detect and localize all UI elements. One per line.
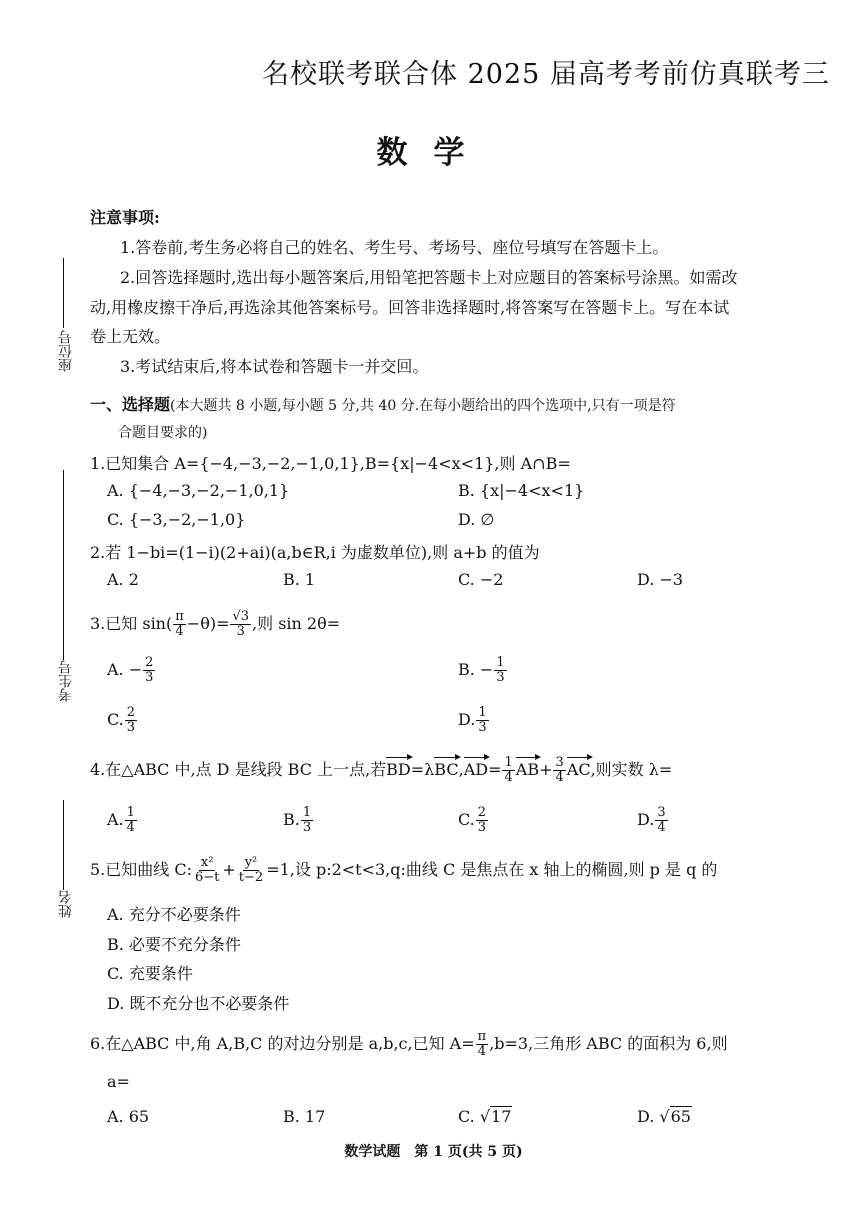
frac-den: 4 (175, 624, 184, 639)
vector-bc: BC (434, 760, 459, 779)
name-line (63, 800, 64, 890)
q4-option-a (107, 806, 138, 835)
q4-stem (90, 756, 672, 785)
option-label: C. (458, 810, 475, 829)
option-label: A. (107, 810, 124, 829)
q5-text: 5.已知曲线 C: (90, 860, 192, 879)
frac-den: 4 (126, 820, 135, 835)
q3-text: ,则 sin 2θ= (252, 614, 341, 633)
option-label: C. √ (458, 1107, 491, 1126)
q6-stem (90, 1030, 728, 1059)
frac-num: π (477, 1029, 487, 1044)
option-label: D. √ (637, 1107, 670, 1126)
q2-option-d: D. −3 (637, 570, 684, 589)
page-footer: 数学试题 第 1 页(共 5 页) (344, 1144, 523, 1160)
q1-option-c: C. {−3,−2,−1,0} (107, 510, 246, 529)
q3-option-a (107, 656, 156, 685)
frac-den: 3 (145, 670, 154, 685)
seat-label: 座位号 (58, 330, 74, 372)
q1-option-d: D. ∅ (458, 510, 495, 529)
seat-line (63, 258, 64, 328)
option-label: B. − (458, 660, 494, 679)
frac-den: 3 (477, 820, 487, 835)
section-title: 一、选择题 (90, 395, 171, 414)
frac-den: 3 (236, 624, 245, 639)
sqrt-value: 65 (670, 1107, 691, 1126)
vector-ac: AC (566, 760, 591, 779)
q3-text: 3.已知 sin( (90, 614, 173, 633)
option-label: D. (637, 810, 655, 829)
frac-num: 3 (657, 805, 666, 820)
notice-item: 动,用橡皮擦干净后,再选涂其他答案标号。回答非选择题时,将答案写在答题卡上。写在本试 (90, 298, 730, 317)
option-label: A. − (107, 660, 143, 679)
frac-num: √3 (232, 609, 250, 624)
q4-option-b (283, 806, 314, 835)
sqrt-value: 17 (491, 1107, 512, 1126)
frac-num: 1 (126, 805, 135, 820)
section-heading (90, 392, 676, 415)
vector-bd: BD (386, 760, 411, 779)
frac-num: 1 (504, 755, 513, 770)
frac-den: 3 (302, 820, 312, 835)
frac-num: 1 (478, 705, 487, 720)
exam-no-line (63, 470, 64, 660)
q2-option-c: C. −2 (458, 570, 504, 589)
frac-num: 2 (145, 655, 154, 670)
frac-num: 2 (477, 805, 487, 820)
option-label: B. (283, 810, 300, 829)
frac-den: 4 (504, 770, 513, 785)
exam-no-label: 考生号 (58, 660, 74, 702)
frac-num: 1 (496, 655, 505, 670)
frac-den: 4 (555, 770, 564, 785)
q2-option-a: A. 2 (107, 570, 139, 589)
q1-option-b: B. {x|−4<x<1} (458, 481, 585, 500)
frac-den: t−2 (238, 870, 264, 885)
q5-text: + (222, 860, 236, 879)
frac-num: 1 (302, 805, 312, 820)
notice-item: 2.回答选择题时,选出每小题答案后,用铅笔把答题卡上对应题目的答案标号涂黑。如需改 (120, 268, 738, 287)
q5-text: =1,设 p:2<t<3,q:曲线 C 是焦点在 x 轴上的椭圆,则 p 是 q 的 (266, 860, 718, 879)
frac-den: 3 (126, 720, 136, 735)
q4-text: + (539, 760, 553, 779)
exam-title: 名校联考联合体 2025 届高考考前仿真联考三 (262, 59, 830, 90)
section-desc-2: 合题目要求的) (118, 425, 208, 441)
name-label: 姓名 (58, 890, 74, 918)
q6-option-b: B. 17 (283, 1107, 326, 1126)
q4-text: ,则实数 λ= (590, 760, 673, 779)
q2-option-b: B. 1 (283, 570, 316, 589)
q4-option-d (637, 806, 669, 835)
vector-ab: AB (515, 760, 540, 779)
q3-option-b (458, 656, 508, 685)
q6-stem-line2: a= (107, 1072, 130, 1091)
q3-frac-pi4 (173, 610, 186, 639)
frac-num: x² (200, 855, 214, 870)
q4-option-c (458, 806, 489, 835)
q3-stem (90, 610, 340, 639)
frac-den: 6−t (195, 870, 220, 885)
vector-ad: AD (463, 760, 489, 779)
q6-option-a: A. 65 (107, 1107, 150, 1126)
q5-option-b: B. 必要不充分条件 (107, 935, 241, 954)
frac-den: 4 (477, 1044, 487, 1059)
subject-title: 数学 (376, 135, 491, 171)
frac-den: 3 (478, 720, 487, 735)
frac-num: 3 (555, 755, 564, 770)
frac-den: 4 (657, 820, 666, 835)
q6-text: 6.在△ABC 中,角 A,B,C 的对边分别是 a,b,c,已知 A= (90, 1034, 475, 1053)
q5-option-a: A. 充分不必要条件 (107, 905, 241, 924)
frac-num: 2 (126, 705, 136, 720)
q2-stem: 2.若 1−bi=(1−i)(2+ai)(a,b∈R,i 为虚数单位),则 a+b 的值为 (90, 543, 540, 562)
frac-num: y² (244, 855, 258, 870)
frac-den: 3 (496, 670, 505, 685)
notice-heading: 注意事项: (90, 208, 160, 227)
notice-item: 3.考试结束后,将本试卷和答题卡一并交回。 (120, 357, 429, 376)
q6-option-c (458, 1107, 512, 1126)
q4-text: = (488, 760, 502, 779)
q3-text: −θ)= (186, 614, 230, 633)
q6-text: ,b=3,三角形 ABC 的面积为 6,则 (489, 1034, 728, 1053)
q6-option-d (637, 1107, 692, 1126)
option-label: C. (107, 710, 124, 729)
frac-num: π (175, 609, 184, 624)
section-desc: (本大题共 8 小题,每小题 5 分,共 40 分.在每小题给出的四个选项中,只有一项是符 (170, 398, 676, 414)
q5-option-c: C. 充要条件 (107, 964, 193, 983)
q3-option-d (458, 706, 490, 735)
q1-option-a: A. {−4,−3,−2,−1,0,1} (107, 481, 290, 500)
q5-stem (90, 856, 717, 885)
q1-stem: 1.已知集合 A={−4,−3,−2,−1,0,1},B={x|−4<x<1},则 A∩B= (90, 454, 571, 473)
notice-item: 1.答卷前,考生务必将自己的姓名、考生号、考场号、座位号填写在答题卡上。 (120, 238, 669, 257)
q5-option-d: D. 既不充分也不必要条件 (107, 994, 290, 1013)
q4-text: , (458, 760, 464, 779)
q4-text: =λ (410, 760, 435, 779)
q3-frac-sqrt3 (230, 610, 251, 639)
notice-item: 卷上无效。 (90, 327, 171, 346)
q3-option-c (107, 706, 138, 735)
option-label: D. (458, 710, 476, 729)
q4-text: 4.在△ABC 中,点 D 是线段 BC 上一点,若 (90, 760, 387, 779)
